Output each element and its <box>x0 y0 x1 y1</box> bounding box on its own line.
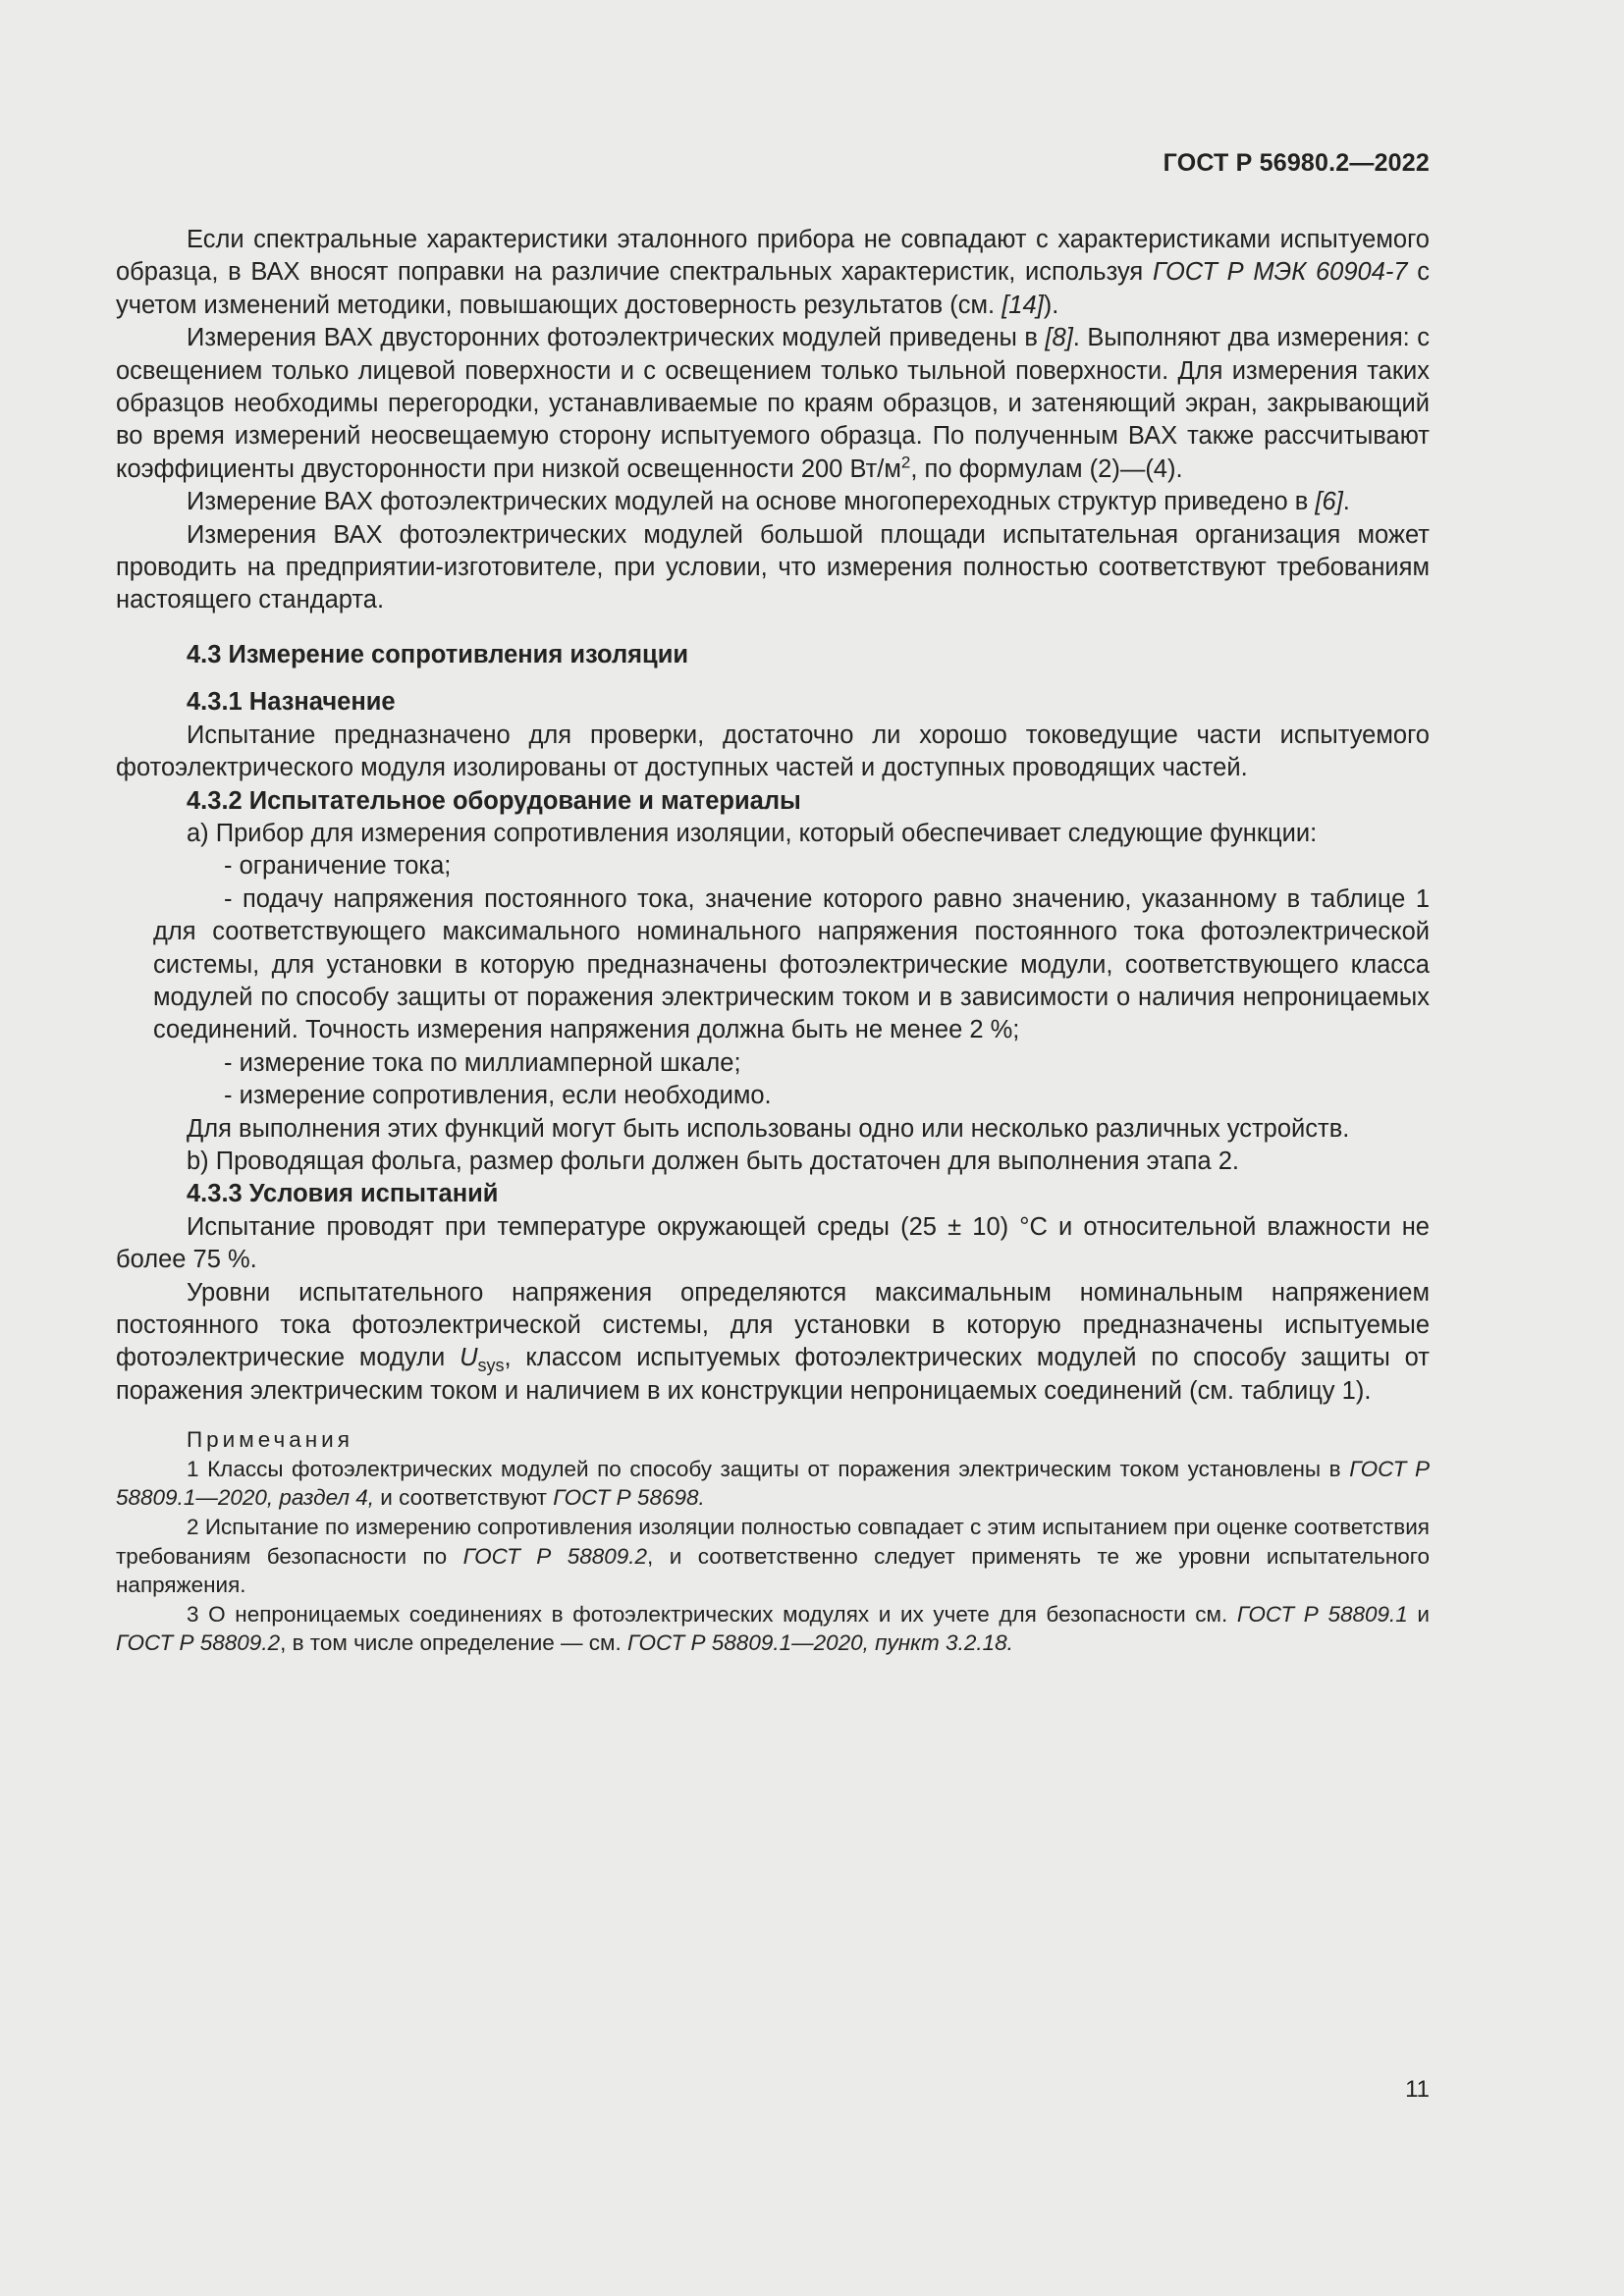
standard-reference: ГОСТ Р 58809.2 <box>462 1543 648 1569</box>
subsection-heading-4-3-2: 4.3.2 Испытательное оборудование и материалы <box>187 786 801 815</box>
text-run: Измерения ВАХ двусторонних фотоэлектрических модулей приведены в <box>187 324 1046 352</box>
text-run: Уровни испытательного напряжения определяются максимальным номинальным напряжением постоянного тока фотоэлектрической системы, для установки в которую предназначены испытуемые фотоэлектрические модули <box>116 1278 1430 1372</box>
text-run: , и соответственно следует применять те же уровни испытательного напряжения. <box>116 1543 1430 1598</box>
text-run: Если спектральные характеристики эталонного прибора не совпадают с характеристиками испытуемого образца, в ВАХ вносят поправки на различие спектральных характеристик, используя <box>116 226 1430 287</box>
text-run: и <box>1407 1601 1430 1627</box>
paragraph-purpose: Испытание предназначено для проверки, достаточно ли хорошо токоведущие части испытуемого фотоэлектрического модуля изолированы от доступных частей и доступных проводящих частей. <box>116 721 1430 782</box>
list-item-b: b) Проводящая фольга, размер фольги должен быть достаточен для выполнения этапа 2. <box>187 1147 1240 1175</box>
text-run: 3 О непроницаемых соединениях в фотоэлектрических модулях и их учете для безопасности см. <box>187 1601 1237 1627</box>
standard-reference: ГОСТ Р 58809.2 <box>116 1630 281 1656</box>
page-number: 11 <box>1405 2076 1430 2103</box>
text-run: и соответствуют <box>374 1485 554 1511</box>
subsection-heading-4-3-3: 4.3.3 Условия испытаний <box>187 1180 499 1208</box>
symbol-u: U <box>460 1344 478 1372</box>
notes-block <box>116 1425 1430 1658</box>
bibliography-reference: [14] <box>1001 291 1044 319</box>
dash-item-voltage: - подачу напряжения постоянного тока, значение которого равно значению, указанному в таблице 1 для соответствующего максимального номинального напряжения постоянного тока фотоэлектрической системы, для установки в которую предназначены фотоэлектрические модули, соответствующего класса модулей по способу защиты от поражения электрическим током и в зависимости о наличия непроницаемых соединений. Точность измерения напряжения должна быть не менее 2 %; <box>153 884 1430 1044</box>
note-1 <box>116 1455 1430 1513</box>
subscript: sys <box>477 1356 505 1376</box>
paragraph-bifacial-modules <box>116 322 1430 486</box>
text-run: . <box>1342 488 1350 516</box>
note-3 <box>116 1600 1430 1658</box>
text-run: . Выполняют два измерения: с освещением только лицевой поверхности и с освещением только тыльной поверхности. Для измерения таких образцов необходимы перегородки, устанавливаемые по краям образцов, и затеняющий экран, закрывающий во время измерений неосвещаемую сторону испытуемого образца. По полученным ВАХ также рассчитывают коэффициенты двусторонности при низкой освещенности 200 Вт/м <box>116 324 1430 483</box>
text-run: Измерение ВАХ фотоэлектрических модулей на основе многопереходных структур приведено в <box>187 488 1316 516</box>
page-content <box>116 224 1430 1658</box>
standard-reference: ГОСТ Р 58809.1—2020, пункт 3.2.18. <box>627 1630 1013 1656</box>
text-run: 1 Классы фотоэлектрических модулей по способу защиты от поражения электрическим током установлены в <box>187 1456 1350 1481</box>
superscript: 2 <box>900 453 911 472</box>
dash-item-current-limit: - ограничение тока; <box>224 852 452 881</box>
bibliography-reference: [8] <box>1045 324 1073 352</box>
standard-reference: ГОСТ Р 58698. <box>553 1485 705 1511</box>
paragraph-voltage-levels <box>116 1277 1430 1409</box>
bibliography-reference: [6] <box>1315 488 1343 516</box>
paragraph-multijunction <box>116 486 1430 518</box>
text-run: с учетом изменений методики, повышающих достоверность результатов (см. <box>116 258 1430 319</box>
note-2 <box>116 1513 1430 1600</box>
paragraph-devices-note: Для выполнения этих функций могут быть использованы одно или несколько различных устройств. <box>187 1114 1350 1143</box>
paragraph-conditions: Испытание проводят при температуре окружающей среды (25 ± 10) °С и относительной влажности не более 75 %. <box>116 1212 1430 1274</box>
notes-title: Примечания <box>187 1427 353 1453</box>
paragraph-spectral-correction <box>116 224 1430 322</box>
section-heading-4-3: 4.3 Измерение сопротивления изоляции <box>187 640 689 668</box>
text-run: ). <box>1043 291 1059 319</box>
document-id-header: ГОСТ Р 56980.2—2022 <box>1163 149 1430 177</box>
subsection-heading-4-3-1: 4.3.1 Назначение <box>187 688 396 717</box>
standard-reference: ГОСТ Р МЭК 60904-7 <box>1152 258 1408 287</box>
text-run: , в том числе определение — см. <box>280 1630 628 1656</box>
text-run: , по формулам (2)—(4). <box>910 454 1183 483</box>
standard-reference: ГОСТ Р 58809.1 <box>1236 1601 1408 1627</box>
dash-item-current-measure: - измерение тока по миллиамперной шкале; <box>224 1048 741 1077</box>
standard-reference: ГОСТ Р 58809.1—2020, раздел 4, <box>116 1456 1430 1511</box>
text-run: , классом испытуемых фотоэлектрических модулей по способу защиты от поражения электрическим током и наличием в их конструкции непроницаемых соединений (см. таблицу 1). <box>116 1344 1430 1405</box>
text-run: 2 Испытание по измерению сопротивления изоляции полностью совпадает с этим испытанием при оценке соответствия требованиям безопасности по <box>116 1515 1430 1569</box>
list-item-a: а) Прибор для измерения сопротивления изоляции, который обеспечивает следующие функции: <box>187 819 1318 847</box>
paragraph-large-area: Измерения ВАХ фотоэлектрических модулей большой площади испытательная организация может проводить на предприятии-изготовителе, при условии, что измерения полностью соответствуют требованиям настоящего стандарта. <box>116 520 1430 614</box>
dash-item-resistance: - измерение сопротивления, если необходимо. <box>224 1082 772 1110</box>
